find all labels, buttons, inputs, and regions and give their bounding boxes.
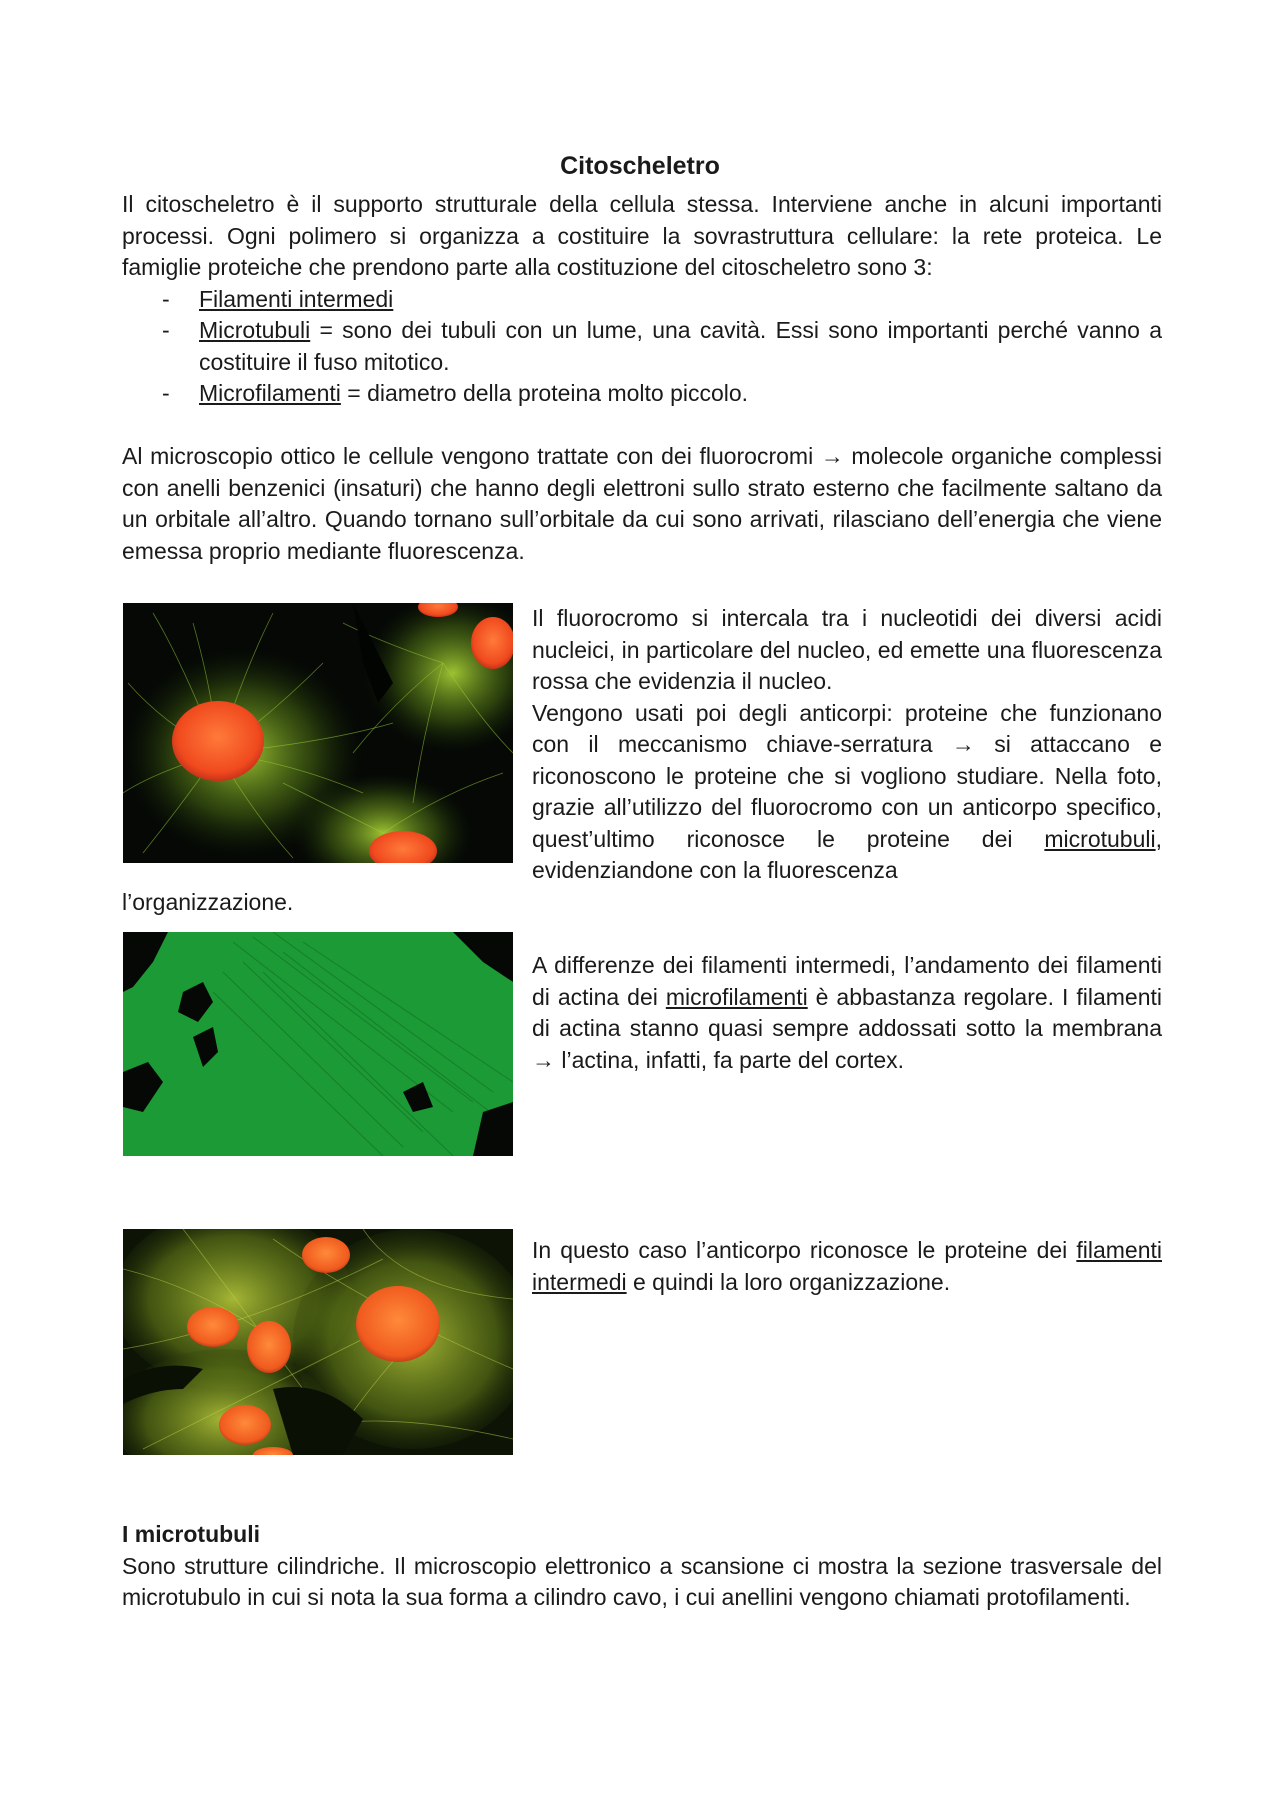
fluorochrome-paragraph: Al microscopio ottico le cellule vengono trattate con dei fluorocromi → molecole organiche complessi con anelli benzenici (insaturi) che hanno degli elettroni sullo strato esterno che facilmente saltano da un orbitale all’altro. Quando tornano sull’orbitale da cui sono arrivati, rilasciano dell’energia che viene emessa proprio mediante fluorescenza. xyxy=(122,443,1162,564)
list-item xyxy=(122,284,1162,316)
microtubuli-section xyxy=(122,1519,1162,1614)
intermediate-text-start: In questo caso l’anticorpo riconosce le proteine dei xyxy=(532,1237,1077,1263)
microfilamenti-term: microfilamenti xyxy=(665,983,808,1010)
microtubuli-paragraph: Sono strutture cilindriche. Il microscopio elettronico a scansione ci mostra la sezione trasversale del microtubulo in cui si nota la sua forma a cilindro cavo, i cui anellini vengono chiamati protofilamenti. xyxy=(122,1552,1162,1610)
page-title: Citoscheletro xyxy=(560,152,720,180)
microfilaments-text-start: A differenze dei filamenti intermedi, l’andamento dei filamenti di actina dei xyxy=(532,952,1162,1010)
intermediate-filaments-caption xyxy=(532,1235,1162,1298)
intermediate-filaments-image xyxy=(123,1229,513,1455)
filamenti-intermedi-term: filamenti intermedi xyxy=(532,1237,1162,1295)
list-item xyxy=(122,315,1162,378)
protein-family-list xyxy=(122,284,1162,410)
actin-image xyxy=(123,932,513,1156)
intermediate-filaments-micrograph xyxy=(123,1229,513,1455)
microtubuli-term: microtubuli xyxy=(1044,825,1156,852)
caption-continuation: l’organizzazione. xyxy=(122,889,294,915)
list-description: = sono dei tubuli con un lume, una cavità. Essi sono importanti perché vanno a costituire il fuso mitotico. xyxy=(199,317,1162,375)
microfilaments-caption xyxy=(532,950,1162,1076)
list-term: Filamenti intermedi xyxy=(199,285,394,312)
intermediate-text-end: e quindi la loro organizzazione. xyxy=(626,1268,951,1295)
list-description: = diametro della proteina molto piccolo. xyxy=(340,380,749,406)
fluorochrome-nucleus-text: Il fluorocromo si intercala tra i nucleotidi dei diversi acidi nucleici, in particolare del nucleo, ed emette una fluorescenza rossa che evidenzia il nucleo. xyxy=(532,605,1162,694)
list-term: Microfilamenti xyxy=(199,380,341,406)
antibody-text-start: Vengono usati poi degli anticorpi: proteine che funzionano con il meccanismo chiave-serratura → si attaccano e riconoscono le proteine che si vogliono studiare. Nella foto, grazie all’utilizzo del fluorocromo con un anticorpo specifico, quest’ultimo riconosce le proteine dei xyxy=(532,699,1162,852)
microtubules-image xyxy=(123,603,513,863)
list-term: Microtubuli xyxy=(199,317,311,343)
antibody-text-end: , evidenziandone con la fluorescenza xyxy=(532,825,1162,883)
intro-paragraph xyxy=(122,189,1162,410)
intro-text: Il citoscheletro è il supporto strutturale della cellula stessa. Interviene anche in alcuni importanti processi. Ogni polimero si organizza a costituire la sovrastruttura cellulare: la rete proteica. Le famiglie proteiche che prendono parte alla costituzione del citoscheletro sono 3: xyxy=(122,191,1162,280)
antibody-text xyxy=(532,698,1162,887)
microtubules-micrograph xyxy=(123,603,513,863)
microfilaments-micrograph xyxy=(123,932,513,1156)
section-heading: I microtubuli xyxy=(122,1521,260,1547)
microfilaments-text-end: è abbastanza regolare. I filamenti di actina stanno quasi sempre addossati sotto la membrana → l’actina, infatti, fa parte del cortex. xyxy=(532,983,1162,1073)
list-item xyxy=(122,378,1162,410)
microtubules-caption xyxy=(532,603,1162,887)
